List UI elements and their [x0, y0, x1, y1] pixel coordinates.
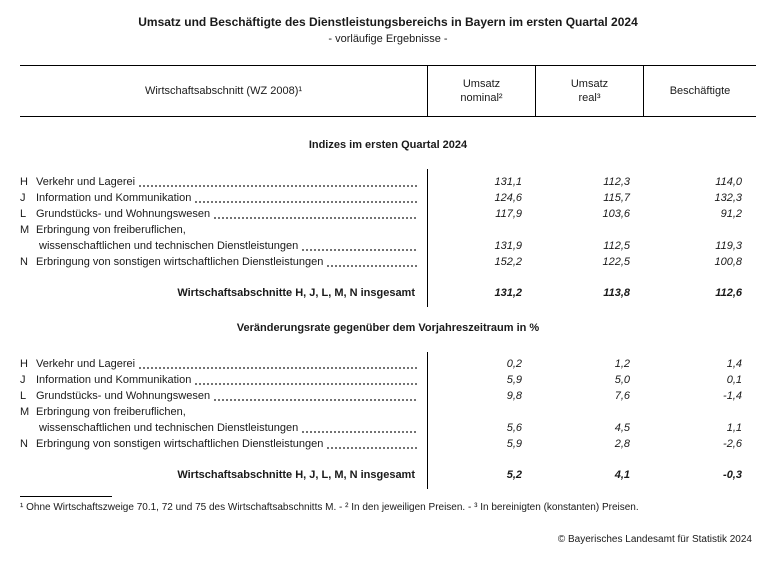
row-code: M [20, 224, 30, 236]
table-row-h [20, 174, 756, 190]
row-label-cell [20, 254, 427, 270]
column-header-wirtschaftsabschnitt [20, 66, 427, 116]
total-value-umsatz-real: 113,8 [603, 287, 630, 299]
dot-leader [195, 201, 417, 203]
total-value-beschaeftigte: 112,6 [715, 287, 742, 299]
value-beschaeftigte: -1,4 [723, 390, 742, 402]
section-title-veraenderungsrate: Veränderungsrate gegenüber dem Vorjahreszeitraum in % [236, 322, 540, 334]
value-beschaeftigte: 119,3 [715, 240, 742, 252]
value-beschaeftigte: 100,8 [714, 256, 742, 268]
table-row-j [20, 190, 756, 206]
document-subtitle: - vorläufige Ergebnisse - [328, 33, 448, 45]
total-value-umsatz-nominal: 131,2 [494, 287, 522, 299]
row-label-cell [20, 388, 427, 404]
row-label-cell [20, 174, 427, 190]
value-umsatz-nominal: 0,2 [506, 358, 522, 370]
value-umsatz-nominal: 9,8 [506, 390, 522, 402]
row-label-cell [20, 190, 427, 206]
value-umsatz-real: 4,5 [614, 422, 630, 434]
row-label: Information und Kommunikation [36, 374, 192, 386]
value-umsatz-real: 1,2 [614, 358, 630, 370]
value-umsatz-real: 112,3 [603, 176, 630, 188]
column-header-line: nominal² [460, 92, 503, 104]
value-beschaeftigte: -2,6 [723, 438, 742, 450]
dot-leader [195, 383, 417, 385]
row-code: H [20, 358, 28, 370]
value-umsatz-real: 5,0 [614, 374, 630, 386]
total-label: Wirtschaftsabschnitte H, J, L, M, N insgesamt [177, 469, 415, 481]
row-code-indent [20, 420, 39, 436]
dot-leader [139, 367, 417, 369]
dot-leader [214, 399, 417, 401]
column-header-label: Beschäftigte [669, 85, 731, 97]
row-label-cell [20, 206, 427, 222]
value-umsatz-real: 103,6 [602, 208, 630, 220]
table-row-l [20, 206, 756, 222]
total-label: Wirtschaftsabschnitte H, J, L, M, N insgesamt [177, 287, 415, 299]
document-title: Umsatz und Beschäftigte des Dienstleistungsbereichs in Bayern im ersten Quartal 2024 [138, 15, 638, 29]
row-label: Erbringung von sonstigen wirtschaftlichen Dienstleistungen [36, 256, 324, 268]
value-umsatz-nominal: 117,9 [495, 208, 522, 220]
value-beschaeftigte: 0,1 [726, 374, 742, 386]
row-label-cell [20, 238, 427, 254]
table-total-row [20, 467, 756, 483]
section-body-indizes [20, 169, 756, 307]
total-value-umsatz-real: 4,1 [614, 469, 630, 481]
footnote: ¹ Ohne Wirtschaftszweige 70.1, 72 und 75 des Wirtschaftsabschnitts M. - ² In den jeweiligen Preisen. - ³ In bereinigten (konstanten) Preisen. [20, 502, 639, 513]
row-label: Grundstücks- und Wohnungswesen [36, 390, 211, 402]
row-label: wissenschaftlichen und technischen Dienstleistungen [39, 422, 299, 434]
value-beschaeftigte: 1,1 [726, 422, 742, 434]
column-header-beschaeftigte [643, 66, 756, 116]
table-row-m-line1 [20, 404, 756, 420]
total-value-umsatz-nominal: 5,2 [506, 469, 522, 481]
table-row-m-line2 [20, 420, 756, 436]
value-beschaeftigte: 114,0 [715, 176, 742, 188]
row-code: J [20, 192, 26, 204]
row-code: N [20, 438, 28, 450]
section-title-indizes: Indizes im ersten Quartal 2024 [308, 139, 468, 151]
value-umsatz-real: 115,7 [603, 192, 630, 204]
row-code: H [20, 176, 28, 188]
column-header-line: Umsatz [570, 78, 609, 90]
table-row-h [20, 356, 756, 372]
table-row-j [20, 372, 756, 388]
row-code-indent [20, 238, 39, 254]
column-header-line: Umsatz [462, 78, 501, 90]
value-umsatz-nominal: 124,6 [494, 192, 522, 204]
dot-leader [302, 249, 417, 251]
row-label-cell [20, 356, 427, 372]
row-label: Information und Kommunikation [36, 192, 192, 204]
row-label: Verkehr und Lagerei [36, 358, 136, 370]
value-umsatz-nominal: 5,6 [506, 422, 522, 434]
row-code: M [20, 406, 30, 418]
row-code: L [20, 390, 27, 402]
total-value-beschaeftigte: -0,3 [723, 469, 742, 481]
column-header-umsatz-real [535, 66, 643, 116]
row-label-cell [20, 404, 427, 420]
table-total-row [20, 285, 756, 301]
value-umsatz-nominal: 131,9 [494, 240, 522, 252]
row-label: Grundstücks- und Wohnungswesen [36, 208, 211, 220]
value-beschaeftigte: 132,3 [714, 192, 742, 204]
table-row-n [20, 436, 756, 452]
dot-leader [327, 265, 417, 267]
value-umsatz-real: 2,8 [614, 438, 630, 450]
row-label: Erbringung von sonstigen wirtschaftlichen Dienstleistungen [36, 438, 324, 450]
footnote-divider [20, 496, 112, 497]
row-code: N [20, 256, 28, 268]
value-umsatz-nominal: 5,9 [506, 374, 522, 386]
column-header-label: Wirtschaftsabschnitt (WZ 2008)¹ [144, 85, 303, 97]
table-row-l [20, 388, 756, 404]
value-beschaeftigte: 1,4 [726, 358, 742, 370]
copyright-notice: © Bayerisches Landesamt für Statistik 2024 [557, 534, 752, 545]
dot-leader [139, 185, 417, 187]
value-umsatz-real: 7,6 [614, 390, 630, 402]
row-label: Erbringung von freiberuflichen, [36, 406, 186, 418]
value-umsatz-nominal: 5,9 [506, 438, 522, 450]
column-header-line: real³ [578, 92, 601, 104]
row-code: L [20, 208, 27, 220]
dot-leader [302, 431, 417, 433]
row-label-cell [20, 372, 427, 388]
row-code: J [20, 374, 26, 386]
value-umsatz-nominal: 131,1 [494, 176, 522, 188]
row-label: wissenschaftlichen und technischen Dienstleistungen [39, 240, 299, 252]
table-row-n [20, 254, 756, 270]
value-umsatz-nominal: 152,2 [494, 256, 522, 268]
table-header [20, 65, 756, 117]
dot-leader [214, 217, 417, 219]
value-beschaeftigte: 91,2 [720, 208, 742, 220]
row-label-cell [20, 420, 427, 436]
section-body-veraenderungsrate [20, 352, 756, 489]
row-label: Erbringung von freiberuflichen, [36, 224, 186, 236]
column-header-umsatz-nominal [427, 66, 535, 116]
row-label: Verkehr und Lagerei [36, 176, 136, 188]
table-row-m-line1 [20, 222, 756, 238]
row-label-cell [20, 436, 427, 452]
table-row-m-line2 [20, 238, 756, 254]
row-label-cell [20, 222, 427, 238]
dot-leader [327, 447, 417, 449]
value-umsatz-real: 122,5 [602, 256, 630, 268]
value-umsatz-real: 112,5 [603, 240, 630, 252]
